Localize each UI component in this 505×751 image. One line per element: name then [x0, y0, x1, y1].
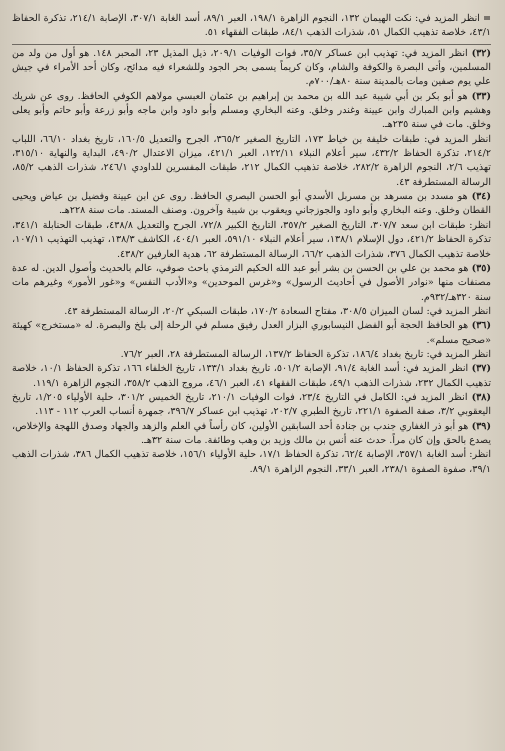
bio-text: هو مسدد بن مسرهد بن مسربل الأسدي أبو الحسن البصري الحافظ. روى عن ابن عيينة وفضيل بن عياض ويحيى القطان وخلق. وعنه البخاري وأبو داود والجوزجاني ويعقوب بن شيبة وآخرون. وصنف المسند. مات سنة ٢٢٨هـ. — [12, 191, 491, 217]
footnote-38 — [12, 391, 491, 420]
bio-text: هو أبو ذر الغفاري جندب بن جنادة أحد السابقين الأولين، كان رأساً في العلم والزهد والجهاد وصدق اللهجة والإخلاص، يصدع بالحق وإن كان مراً. حدث عنه أنس بن مالك وزيد بن وهب وطائفة. مات سنة ٣٢هـ. — [12, 420, 491, 446]
footnote-number: (٣٧) — [471, 363, 492, 375]
sources-text: انظر المزيد في: طبقات خليفة بن خياط ١٧٣، التاريخ الصغير ٣٦٥/٢، الجرح والتعديل ١٦٠/٥، تاريخ بغداد ٦٦/١٠، اللباب ٢١٤/٢، تذكرة الحفاظ ٤٣٢/٢، سير أعلام النبلاء ١٢٢/١١، العبر ٤٢١/١، ميزان الاعتدال ٤٩٠/٢، البداية والنهاية ٣١٥/١٠، تهذيب ٢/٦، النجوم الزاهرة ٢٨٢/٢، خلاصة تذهيب الكمال ٢١٢، طبقات المفسرين للداودي ٢٤٦/١، شذرات الذهب ٨٥/٢، الرسالة المستطرفة ٤٣. — [12, 133, 491, 188]
bio-paragraph — [12, 420, 491, 449]
sources-text: انظر المزيد في: لسان الميزان ٣٠٨/٥، مفتاح السعادة ١٧٠/٢، طبقات السبكي ٢٠/٢، الرسالة المستطرفة ٤٣. — [64, 305, 491, 317]
bio-paragraph — [12, 190, 491, 219]
footnote-32 — [12, 47, 491, 90]
footnote-number: (٣٦) — [471, 320, 491, 332]
footnote-37 — [12, 362, 491, 391]
bio-text: هو أبو بكر بن أبي شيبة عبد الله بن محمد بن إبراهيم بن عثمان العبسي مولاهم الكوفي الحافظ. روى عن شريك وهشيم وابن المبارك وابن عيينة وغندر وخلق. وعنه البخاري ومسلم وأبو داود وابن ماجه وأبو زرعة وأبو حاتم وأبو يعلى وخلق. مات في سنة ٢٣٥هـ. — [12, 90, 491, 131]
bio-paragraph — [12, 319, 491, 348]
footnote-number: (٣٨) — [471, 391, 491, 403]
footnote-31-sources — [12, 12, 491, 45]
footnote-33 — [12, 90, 491, 190]
bio-text: هو محمد بن علي بن الحسن بن بشر أبو عبد الله الحكيم الترمذي باحث صوفي، عالم بالحديث وأصول الدين. له عدة مصنفات منها «نوادر الأصول في أحاديث الرسول» و«غرس الموحدين» و«الأدب النفس» و«غور الأمور» وغيرهم مات سنة ٣٢٠هـ/٩٣٢م. — [12, 262, 491, 303]
bio-text: انظر المزيد في: تهذيب ابن عساكر ٣٥/٧، فوات الوفيات ٢٠٩/١، ذيل المذيل ٢٣، المحبر ١٤٨. هو أول من ولد من المسلمين، وأتى البصرة والكوفة والشام، وكان كريماً يسمى بحر الجود وللشعراء فيه مدائح، وكان أحد الأمراء في جيش علي يوم صفين ومات بالمدينة سنة ٨٠هـ/٧٠٠م. — [12, 47, 491, 88]
footnote-34 — [12, 190, 491, 262]
sources-text: انظر: أسد الغابة ٣٥٧/١، الإصابة ٦٢/٤، تذكرة الحفاظ ١٧/١، حلية الأولياء ١٥٦/١، خلاصة تذهيب الكمال ٣٨٦، شذرات الذهب ٣٩/١، صفوة الصفوة ٢٣٨/١، العبر ٣٣/١، النجوم الزاهرة ٨٩/١. — [12, 449, 491, 475]
sources-text: انظر المزيد في: تاريخ بغداد ١٨٦/٤، تذكرة الحفاظ ١٣٧/٢، الرسالة المستطرفة ٢٨، العبر ٧٦/٢. — [120, 348, 491, 360]
footnote-number: (٣٩) — [471, 420, 491, 432]
footnote-35 — [12, 262, 491, 319]
bio-paragraph — [12, 90, 491, 133]
sources-text: انظر: طبقات ابن سعد ٣٠٧/٧، التاريخ الصغير ٣٥٧/٢، التاريخ الكبير ٧٢/٨، الجرح والتعديل ٤٣٨/٨، طبقات الحنابلة ٣٤١/١، تذكرة الحفاظ ٤٢١/٢، دول الإسلام ١٣٨/١، سير أعلام النبلاء ٥٩١/١٠، العبر ٤٠٤/١، الكاشف ١٣٨/٣، تهذيب التهذيب ١٠٧/١١، خلاصة تذهيب الكمال ٣٧٦، شذرات الذهب ٦٦/٢، الرسالة المستطرفة ٦٢، هدية العارفين ٤٣٨/٢. — [12, 219, 492, 260]
bio-text: هو الحافظ الحجة أبو الفضل النيسابوري البزار العدل رفيق مسلم في الرحلة إلى بلخ والبصرة. له «مستخرج» كهيئة «صحيح مسلم». — [12, 320, 491, 346]
footnote-number: (٣٥) — [471, 262, 491, 274]
footnote-marker: = — [482, 13, 491, 24]
footnote-number: (٣٢) — [471, 47, 492, 59]
footnote-36 — [12, 319, 491, 362]
footnote-39 — [12, 420, 491, 477]
footnote-number: (٣٣) — [471, 90, 491, 102]
footnote-number: (٣٤) — [471, 191, 491, 203]
bio-text: انظر المزيد في: الكامل في التاريخ ٢٣/٤، فوات الوفيات ٢١٠/١، تاريخ الخميس ٣٠١/٢، حلية الأولياء ١/٢٠٥، تاريخ اليعقوبي ٣/٢، صفة الصفوة ٢٢١/١، تاريخ الطبري ٢٠٢/٧، تهذيب ابن عساكر ٣٩٦/٧، جمهرة أنساب العرب ١١٢ - ١١٣. — [12, 391, 491, 418]
bio-text: انظر المزيد في: أسد الغابة ٩١/٤، الإصابة ٥٠١/٢، تاريخ بغداد ١٣٣/١، تاريخ الخلفاء ١٦٦، تذكرة الحفاظ ١٠/١، خلاصة تذهيب الكمال ٢٣٢، شذرات الذهب ٤٩/١، طبقات الفقهاء ٤١، العبر ٤٦/١، مروج الذهب ٣٥٨/٢، النجوم الزاهرة ١١٩/١. — [12, 363, 491, 389]
footnotes — [12, 12, 491, 477]
sources-text: انظر المزيد في: نكت الهيمان ١٣٢، النجوم الزاهرة ١٩٨/١، العبر ٨٩/١، أسد الغابة ٣٠٧/١، الإصابة ٢١٤/١، تذكرة الحفاظ ٤٣/١، خلاصة تذهيب الكمال ٥١، شذرات الذهب ٨٤/١، طبقات الفقهاء ٥١. — [12, 13, 491, 39]
bio-paragraph — [12, 262, 491, 305]
